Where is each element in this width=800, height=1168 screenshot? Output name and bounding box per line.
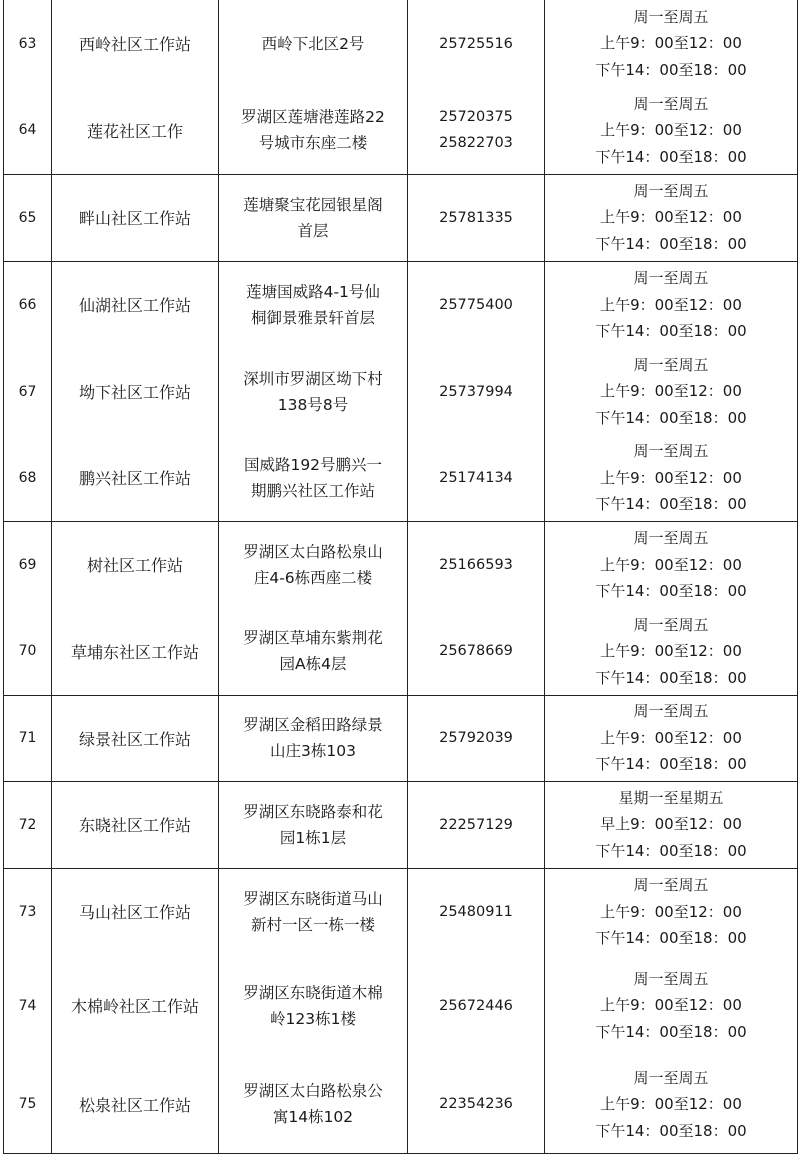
- hours-line: 周一至周五: [633, 355, 709, 374]
- hours-line: 下午14：00至18：00: [595, 1022, 747, 1041]
- office-hours: [545, 955, 798, 1056]
- hours-line: 下午14：00至18：00: [595, 234, 747, 253]
- station-name: 西岭社区工作站: [52, 0, 219, 87]
- station-address: [219, 521, 408, 608]
- row-number: 63: [4, 0, 52, 87]
- hours-line: 下午14：00至18：00: [595, 1121, 747, 1140]
- station-name: 树社区工作站: [52, 521, 219, 608]
- address-line: 罗湖区草埔东紫荆花: [243, 629, 383, 648]
- station-address: [219, 695, 408, 781]
- table-row: [4, 87, 798, 174]
- station-name: 东晓社区工作站: [52, 781, 219, 868]
- table-row: [4, 0, 798, 87]
- table-row: [4, 781, 798, 868]
- table-row: [4, 348, 798, 435]
- station-name: 鹏兴社区工作站: [52, 435, 219, 521]
- station-phone: [408, 608, 545, 695]
- station-name: 马山社区工作站: [52, 868, 219, 955]
- phone-number: 22354236: [439, 1096, 513, 1113]
- hours-line: 下午14：00至18：00: [595, 841, 747, 860]
- office-hours: [545, 174, 798, 261]
- station-phone: [408, 1056, 545, 1153]
- station-name: 畔山社区工作站: [52, 174, 219, 261]
- office-hours: [545, 348, 798, 435]
- hours-line: 上午9：00至12：00: [600, 121, 742, 139]
- hours-line: 星期一至星期五: [618, 788, 724, 807]
- row-number: 71: [4, 695, 52, 781]
- address-line: 罗湖区东晓街道木棉: [243, 983, 383, 1002]
- address-line: 罗湖区金稻田路绿景: [243, 716, 383, 734]
- phone-number: 25822703: [439, 135, 513, 152]
- address-line: 138号8号: [277, 395, 349, 414]
- station-phone: [408, 435, 545, 521]
- station-address: [219, 87, 408, 174]
- address-line: 桐御景雅景轩首层: [250, 308, 375, 327]
- hours-line: 周一至周五: [633, 702, 709, 721]
- address-line: 山庄3栋103: [270, 742, 356, 760]
- hours-line: 下午14：00至18：00: [595, 60, 747, 79]
- office-hours: [545, 608, 798, 695]
- address-line: 庄4-6栋西座二楼: [253, 568, 373, 587]
- hours-line: 上午9：00至12：00: [600, 382, 742, 401]
- station-phone: [408, 521, 545, 608]
- hours-line: 周一至周五: [633, 969, 709, 988]
- address-line: 首层: [297, 221, 329, 240]
- hours-line: 上午9：00至12：00: [600, 902, 742, 921]
- station-address: [219, 868, 408, 955]
- table-body: [4, 0, 798, 1153]
- phone-number: 25672446: [439, 997, 513, 1014]
- station-phone: [408, 868, 545, 955]
- table-row: [4, 868, 798, 955]
- office-hours: [545, 868, 798, 955]
- hours-line: 下午14：00至18：00: [595, 668, 747, 687]
- address-line: 深圳市罗湖区坳下村: [243, 369, 383, 388]
- phone-number: 25737994: [439, 383, 513, 400]
- hours-line: 上午9：00至12：00: [600, 728, 742, 747]
- office-hours: [545, 435, 798, 521]
- hours-line: 周一至周五: [633, 529, 709, 547]
- station-address: [219, 435, 408, 521]
- office-hours: [545, 261, 798, 348]
- address-line: 罗湖区莲塘港莲路22: [241, 108, 385, 127]
- hours-line: 上午9：00至12：00: [600, 555, 742, 574]
- row-number: 65: [4, 174, 52, 261]
- row-number: 70: [4, 608, 52, 695]
- hours-line: 周一至周五: [633, 615, 709, 634]
- row-number: 64: [4, 87, 52, 174]
- hours-line: 周一至周五: [633, 1068, 709, 1087]
- station-name: 坳下社区工作站: [52, 348, 219, 435]
- hours-line: 上午9：00至12：00: [600, 468, 742, 487]
- row-number: 72: [4, 781, 52, 868]
- hours-line: 上午9：00至12：00: [600, 996, 742, 1015]
- address-line: 期鹏兴社区工作站: [250, 481, 375, 500]
- station-name: 仙湖社区工作站: [52, 261, 219, 348]
- table-row: [4, 174, 798, 261]
- station-name: 绿景社区工作站: [52, 695, 219, 781]
- hours-line: 早上9：00至12：00: [600, 815, 742, 834]
- hours-line: 下午14：00至18：00: [595, 755, 747, 774]
- address-line: 新村一区一栋一楼: [250, 915, 375, 934]
- station-address: [219, 0, 408, 87]
- station-address: [219, 348, 408, 435]
- phone-number: 25792039: [439, 730, 513, 746]
- row-number: 66: [4, 261, 52, 348]
- address-line: 莲塘聚宝花园银星阁: [243, 195, 383, 214]
- station-phone: [408, 781, 545, 868]
- address-line: 园1栋1层: [279, 828, 347, 847]
- station-phone: [408, 348, 545, 435]
- hours-line: 上午9：00至12：00: [600, 208, 742, 227]
- phone-number: 25725516: [439, 35, 513, 52]
- address-line: 号城市东座二楼: [258, 134, 368, 153]
- hours-line: 下午14：00至18：00: [595, 322, 747, 340]
- station-phone: [408, 174, 545, 261]
- phone-number: 25166593: [439, 556, 513, 573]
- community-workstation-table: [3, 0, 798, 1154]
- office-hours: [545, 781, 798, 868]
- phone-number: 25781335: [439, 209, 513, 226]
- hours-line: 下午14：00至18：00: [595, 582, 747, 600]
- table-row: [4, 955, 798, 1056]
- phone-number: 25678669: [439, 643, 513, 660]
- row-number: 68: [4, 435, 52, 521]
- row-number: 74: [4, 955, 52, 1056]
- station-phone: [408, 0, 545, 87]
- station-name: 木棉岭社区工作站: [52, 955, 219, 1056]
- station-phone: [408, 261, 545, 348]
- station-address: [219, 261, 408, 348]
- station-address: [219, 608, 408, 695]
- address-line: 国威路192号鹏兴一: [243, 455, 383, 474]
- hours-line: 下午14：00至18：00: [595, 929, 747, 947]
- office-hours: [545, 1056, 798, 1153]
- office-hours: [545, 695, 798, 781]
- office-hours: [545, 0, 798, 87]
- table-row: [4, 435, 798, 521]
- address-line: 园A栋4层: [279, 655, 347, 674]
- address-line: 莲塘国威路4-1号仙: [246, 282, 380, 301]
- station-phone: [408, 695, 545, 781]
- station-name: 松泉社区工作站: [52, 1056, 219, 1153]
- station-name: 草埔东社区工作站: [52, 608, 219, 695]
- address-line: 罗湖区东晓街道马山: [243, 889, 383, 908]
- table-row: [4, 261, 798, 348]
- station-name: 莲花社区工作: [52, 87, 219, 174]
- hours-line: 周一至周五: [633, 269, 709, 287]
- hours-line: 上午9：00至12：00: [600, 642, 742, 660]
- hours-line: 周一至周五: [633, 876, 709, 894]
- hours-line: 上午9：00至12：00: [600, 1095, 742, 1113]
- phone-number: 22257129: [439, 816, 513, 833]
- table-row: [4, 1056, 798, 1153]
- station-address: [219, 781, 408, 868]
- row-number: 73: [4, 868, 52, 955]
- address-line: 罗湖区太白路松泉山: [243, 542, 383, 561]
- address-line: 罗湖区太白路松泉公: [243, 1082, 383, 1101]
- station-phone: [408, 955, 545, 1056]
- address-line: 岭123栋1楼: [270, 1009, 356, 1028]
- phone-number: 25174134: [439, 469, 513, 486]
- row-number: 69: [4, 521, 52, 608]
- hours-line: 下午14：00至18：00: [595, 147, 747, 166]
- station-address: [219, 955, 408, 1056]
- address-line: 寓14栋102: [272, 1108, 354, 1127]
- station-address: [219, 174, 408, 261]
- phone-number: 25775400: [439, 296, 513, 313]
- row-number: 67: [4, 348, 52, 435]
- station-address: [219, 1056, 408, 1153]
- hours-line: 周一至周五: [633, 181, 709, 200]
- hours-line: 周一至周五: [633, 94, 709, 113]
- hours-line: 下午14：00至18：00: [595, 495, 747, 513]
- hours-line: 下午14：00至18：00: [595, 408, 747, 427]
- hours-line: 周一至周五: [633, 7, 709, 26]
- station-phone: [408, 87, 545, 174]
- phone-number: 25720375: [439, 109, 513, 126]
- hours-line: 周一至周五: [633, 442, 709, 460]
- table-row: [4, 608, 798, 695]
- phone-number: 25480911: [439, 903, 513, 920]
- office-hours: [545, 87, 798, 174]
- address-line: 罗湖区东晓路泰和花: [243, 802, 383, 821]
- address-line: 西岭下北区2号: [261, 34, 365, 53]
- office-hours: [545, 521, 798, 608]
- row-number: 75: [4, 1056, 52, 1153]
- hours-line: 上午9：00至12：00: [600, 295, 742, 314]
- hours-line: 上午9：00至12：00: [600, 34, 742, 53]
- table-row: [4, 695, 798, 781]
- table-row: [4, 521, 798, 608]
